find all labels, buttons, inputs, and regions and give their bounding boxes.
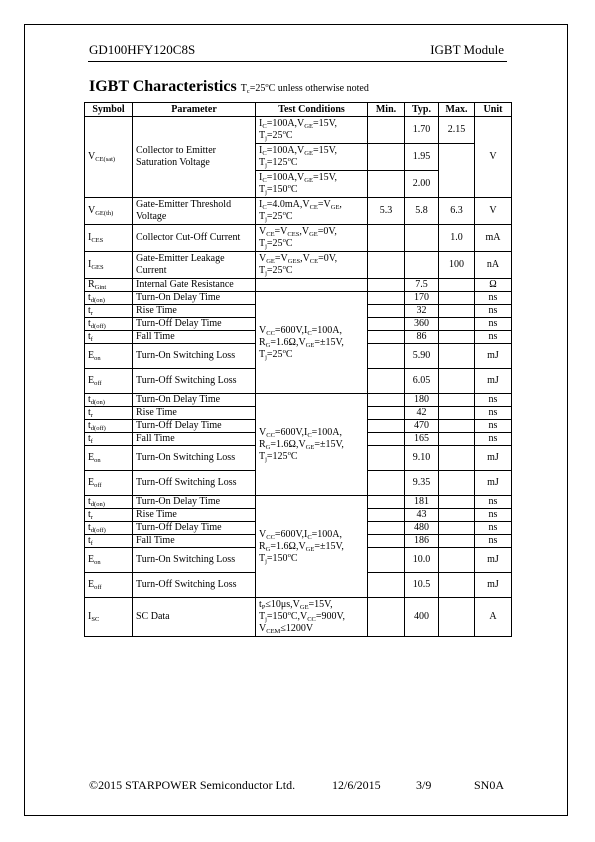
typ-cell: 10.0	[405, 548, 439, 573]
condition-cell: $V_{GE}=V_{GES},V_{CE}=0V$, $T_j=25^oC$	[256, 252, 368, 279]
max-cell	[439, 344, 475, 369]
typ-cell: 86	[405, 331, 439, 344]
symbol-cell: $t_r$	[85, 509, 133, 522]
parameter-cell: Collector Cut-Off Current	[133, 225, 256, 252]
symbol-cell: $I_{GES}$	[85, 252, 133, 279]
typ-cell: 180	[405, 394, 439, 407]
max-cell	[439, 522, 475, 535]
typ-cell: 6.05	[405, 369, 439, 394]
min-cell	[368, 598, 405, 637]
min-cell	[368, 535, 405, 548]
min-cell	[368, 496, 405, 509]
unit-cell: mJ	[475, 573, 512, 598]
parameter-cell: Rise Time	[133, 509, 256, 522]
unit-cell: ns	[475, 318, 512, 331]
max-cell	[439, 598, 475, 637]
max-cell	[439, 433, 475, 446]
parameter-cell: Turn-Off Delay Time	[133, 420, 256, 433]
typ-cell	[405, 225, 439, 252]
col-header-min: Min.	[368, 103, 405, 117]
header-rule	[88, 61, 507, 62]
typ-cell: 5.8	[405, 198, 439, 225]
table-row-vce-sat	[85, 117, 512, 144]
parameter-cell: Turn-On Switching Loss	[133, 548, 256, 573]
footer-copyright: ©2015 STARPOWER Semiconductor Ltd.	[89, 778, 296, 792]
condition-cell: $I_C=100A,V_{GE}=15V$, $T_j=125^oC$	[256, 144, 368, 171]
section-condition-note: $T_c=25^oC$ unless otherwise noted	[240, 82, 369, 95]
typ-cell: 7.5	[405, 279, 439, 292]
typ-cell: 9.35	[405, 471, 439, 496]
typ-cell: 1.70	[405, 117, 439, 144]
unit-cell: mJ	[475, 344, 512, 369]
max-cell	[439, 573, 475, 598]
parameter-cell: Turn-On Delay Time	[133, 394, 256, 407]
symbol-cell: $t_r$	[85, 407, 133, 420]
symbol-cell: $E_{on}$	[85, 344, 133, 369]
typ-cell: 186	[405, 535, 439, 548]
unit-cell: ns	[475, 420, 512, 433]
parameter-cell: Turn-On Switching Loss	[133, 344, 256, 369]
max-cell	[439, 394, 475, 407]
unit-cell: mJ	[475, 369, 512, 394]
typ-cell: 400	[405, 598, 439, 637]
unit-cell: ns	[475, 509, 512, 522]
typ-cell: 470	[405, 420, 439, 433]
min-cell	[368, 446, 405, 471]
min-cell	[368, 331, 405, 344]
footer-doc-code: SN0A	[474, 778, 505, 792]
unit-cell: ns	[475, 305, 512, 318]
min-cell	[368, 420, 405, 433]
symbol-cell: $t_{d(on)}$	[85, 496, 133, 509]
col-header-unit: Unit	[475, 103, 512, 117]
min-cell	[368, 394, 405, 407]
footer-date: 12/6/2015	[332, 778, 381, 792]
min-cell	[368, 292, 405, 305]
symbol-cell: $V_{CE(sat)}$	[85, 117, 133, 198]
condition-cell: $t_P\le 10\mu s,V_{GE}=15V$, $T_j=150^oC,V_{CC}=900V$, $V_{CEM}\le 1200V$	[256, 598, 368, 637]
min-cell	[368, 369, 405, 394]
symbol-cell: $E_{off}$	[85, 471, 133, 496]
max-cell: 6.3	[439, 198, 475, 225]
parameter-cell: Fall Time	[133, 433, 256, 446]
col-header-typ: Typ.	[405, 103, 439, 117]
unit-cell: mJ	[475, 446, 512, 471]
table-row-rgint	[85, 279, 512, 292]
condition-cell: $I_C=100A,V_{GE}=15V$, $T_j=150^oC$	[256, 171, 368, 198]
typ-cell	[405, 252, 439, 279]
typ-cell: 165	[405, 433, 439, 446]
table-header-row	[85, 103, 512, 117]
symbol-cell: $E_{off}$	[85, 573, 133, 598]
max-cell	[439, 318, 475, 331]
min-cell	[368, 144, 405, 171]
symbol-cell: $E_{on}$	[85, 548, 133, 573]
min-cell	[368, 344, 405, 369]
part-number: GD100HFY120C8S	[89, 42, 196, 57]
condition-cell: $I_C=100A,V_{GE}=15V$, $T_j=25^oC$	[256, 117, 368, 144]
typ-cell: 5.90	[405, 344, 439, 369]
typ-cell: 480	[405, 522, 439, 535]
igbt-characteristics-table	[84, 102, 512, 637]
table-row-switching	[85, 292, 512, 305]
parameter-cell: Turn-Off Switching Loss	[133, 471, 256, 496]
min-cell	[368, 279, 405, 292]
unit-cell: V	[475, 117, 512, 198]
parameter-cell: Rise Time	[133, 407, 256, 420]
parameter-cell: Fall Time	[133, 331, 256, 344]
symbol-cell: $t_{d(off)}$	[85, 318, 133, 331]
max-cell	[439, 446, 475, 471]
table-row-isc	[85, 598, 512, 637]
typ-cell: 32	[405, 305, 439, 318]
parameter-cell: Internal Gate Resistance	[133, 279, 256, 292]
table-row-switching	[85, 394, 512, 407]
parameter-cell: SC Data	[133, 598, 256, 637]
condition-cell: $V_{CC}=600V,I_C=100A$, $R_G=1.6\Omega,V_{GE}=\pm 15V$, $T_j=150^oC$	[256, 496, 368, 598]
parameter-cell: Turn-On Switching Loss	[133, 446, 256, 471]
parameter-cell: Rise Time	[133, 305, 256, 318]
footer-page-number: 3/9	[416, 778, 432, 792]
unit-cell: ns	[475, 433, 512, 446]
symbol-cell: $V_{GE(th)}$	[85, 198, 133, 225]
parameter-cell: Fall Time	[133, 535, 256, 548]
parameter-cell: Turn-On Delay Time	[133, 496, 256, 509]
symbol-cell: $I_{CES}$	[85, 225, 133, 252]
symbol-cell: $t_{d(on)}$	[85, 394, 133, 407]
table-row-vge-th	[85, 198, 512, 225]
typ-cell: 2.00	[405, 171, 439, 198]
symbol-cell: $E_{on}$	[85, 446, 133, 471]
unit-cell: V	[475, 198, 512, 225]
max-cell	[439, 496, 475, 509]
min-cell	[368, 117, 405, 144]
condition-cell: $V_{CC}=600V,I_C=100A$, $R_G=1.6\Omega,V_{GE}=\pm 15V$, $T_j=25^oC$	[256, 292, 368, 394]
max-cell	[439, 548, 475, 573]
symbol-cell: $t_f$	[85, 535, 133, 548]
min-cell	[368, 305, 405, 318]
max-cell: 1.0	[439, 225, 475, 252]
parameter-cell: Turn-Off Switching Loss	[133, 369, 256, 394]
typ-cell: 42	[405, 407, 439, 420]
unit-cell: A	[475, 598, 512, 637]
symbol-cell: $t_{d(off)}$	[85, 420, 133, 433]
col-header-symbol: Symbol	[85, 103, 133, 117]
col-header-max: Max.	[439, 103, 475, 117]
max-cell	[439, 535, 475, 548]
unit-cell: ns	[475, 394, 512, 407]
symbol-cell: $t_{d(off)}$	[85, 522, 133, 535]
typ-cell: 181	[405, 496, 439, 509]
parameter-cell: Gate-Emitter Leakage Current	[133, 252, 256, 279]
min-cell: 5.3	[368, 198, 405, 225]
section-title	[89, 78, 369, 96]
parameter-cell: Collector to Emitter Saturation Voltage	[133, 117, 256, 198]
min-cell	[368, 171, 405, 198]
min-cell	[368, 252, 405, 279]
min-cell	[368, 318, 405, 331]
min-cell	[368, 225, 405, 252]
symbol-cell: $t_r$	[85, 305, 133, 318]
typ-cell: 43	[405, 509, 439, 522]
unit-cell: nA	[475, 252, 512, 279]
max-cell	[439, 331, 475, 344]
max-cell	[439, 509, 475, 522]
min-cell	[368, 522, 405, 535]
condition-cell: $V_{CE}=V_{CES},V_{GE}=0V$, $T_j=25^oC$	[256, 225, 368, 252]
typ-cell: 10.5	[405, 573, 439, 598]
parameter-cell: Turn-On Delay Time	[133, 292, 256, 305]
unit-cell: ns	[475, 496, 512, 509]
min-cell	[368, 407, 405, 420]
unit-cell: ns	[475, 522, 512, 535]
parameter-cell: Gate-Emitter Threshold Voltage	[133, 198, 256, 225]
max-cell: 2.15	[439, 117, 475, 144]
section-title-text: IGBT Characteristics	[89, 78, 237, 95]
unit-cell: mJ	[475, 471, 512, 496]
max-cell	[439, 369, 475, 394]
product-type: IGBT Module	[430, 42, 504, 57]
max-cell	[439, 471, 475, 496]
min-cell	[368, 471, 405, 496]
symbol-cell: $t_f$	[85, 331, 133, 344]
unit-cell: ns	[475, 331, 512, 344]
symbol-cell: $t_{d(on)}$	[85, 292, 133, 305]
condition-cell	[256, 279, 368, 292]
condition-cell: $V_{CC}=600V,I_C=100A$, $R_G=1.6\Omega,V_{GE}=\pm 15V$, $T_j=125^oC$	[256, 394, 368, 496]
parameter-cell: Turn-Off Switching Loss	[133, 573, 256, 598]
table-row-ices	[85, 225, 512, 252]
unit-cell: mJ	[475, 548, 512, 573]
table-row-iges	[85, 252, 512, 279]
typ-cell: 360	[405, 318, 439, 331]
condition-cell: $I_C=4.0mA,V_{CE}=V_{GE}$, $T_j=25^oC$	[256, 198, 368, 225]
symbol-cell: $E_{off}$	[85, 369, 133, 394]
typ-cell: 9.10	[405, 446, 439, 471]
table-row-switching	[85, 496, 512, 509]
unit-cell: ns	[475, 535, 512, 548]
max-cell	[439, 420, 475, 433]
symbol-cell: $I_{SC}$	[85, 598, 133, 637]
min-cell	[368, 548, 405, 573]
symbol-cell: $t_f$	[85, 433, 133, 446]
min-cell	[368, 509, 405, 522]
unit-cell: ns	[475, 292, 512, 305]
max-cell	[439, 292, 475, 305]
col-header-test-conditions: Test Conditions	[256, 103, 368, 117]
max-cell	[439, 279, 475, 292]
max-cell	[439, 305, 475, 318]
col-header-parameter: Parameter	[133, 103, 256, 117]
min-cell	[368, 433, 405, 446]
symbol-cell: $R_{Gint}$	[85, 279, 133, 292]
parameter-cell: Turn-Off Delay Time	[133, 318, 256, 331]
typ-cell: 170	[405, 292, 439, 305]
min-cell	[368, 573, 405, 598]
max-cell	[439, 144, 475, 198]
unit-cell: mA	[475, 225, 512, 252]
typ-cell: 1.95	[405, 144, 439, 171]
unit-cell: ns	[475, 407, 512, 420]
max-cell	[439, 407, 475, 420]
max-cell: 100	[439, 252, 475, 279]
parameter-cell: Turn-Off Delay Time	[133, 522, 256, 535]
unit-cell: Ω	[475, 279, 512, 292]
